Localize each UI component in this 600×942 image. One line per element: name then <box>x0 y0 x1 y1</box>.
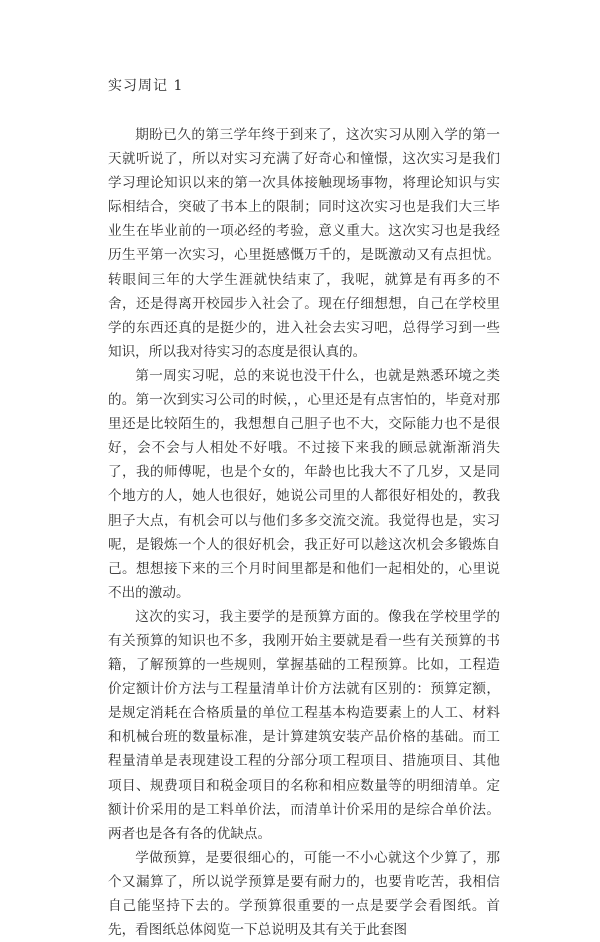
paragraph: 学做预算，是要很细心的，可能一不小心就这个少算了，那个又漏算了，所以说学预算是要有耐力的，也要肯吃苦，我相信自己能坚持下去的。学预算很重要的一点是要学会看图纸。首先，看图纸总体阅览一下总说明及其有关于此套图 <box>108 849 500 939</box>
document-body <box>108 123 500 942</box>
paragraph: 期盼已久的第三学年终于到来了，这次实习从刚入学的第一天就听说了，所以对实习充满了好奇心和憧憬，这次实习是我们学习理论知识以来的第一次具体接触现场事物，将理论知识与实际相结合，突破了书本上的限制；同时这次实习也是我们大三毕业生在毕业前的一项必经的考验，意义重大。这次实习也是我经历生平第一次实习，心里挺感慨万千的，是既激动又有点担忧。转眼间三年的大学生涯就快结束了，我呢，就算是有再多的不舍，还是得离开校园步入社会了。现在仔细想想，自己在学校里学的东西还真的是挺少的，进入社会去实习吧，总得学习到一些知识，所以我对待实习的态度是很认真的。 <box>108 127 500 360</box>
document-title: 实习周记 1 <box>108 78 184 94</box>
paragraph: 第一周实习呢，总的来说也没干什么，也就是熟悉环境之类的。第一次到实习公司的时候，，心里还是有点害怕的，毕竟对那里还是比较陌生的，我想想自己胆子也不大，交际能力也不是很好，会不会与人相处不好哦。不过接下来我的顾忌就渐渐消失了，我的师傅呢，也是个女的，年龄也比我大不了几岁，又是同个地方的人，她人也很好，她说公司里的人都很好相处的，教我胆子大点，有机会可以与他们多多交流交流。我觉得也是，实习呢，是锻炼一个人的很好机会，我正好可以趁这次机会多锻炼自己。想想接下来的三个月时间里都是和他们一起相处的，心里说不出的激动。 <box>108 367 500 601</box>
paragraph: 这次的实习，我主要学的是预算方面的。像我在学校里学的有关预算的知识也不多，我刚开始主要就是看一些有关预算的书籍，了解预算的一些规则，掌握基础的工程预算。比如，工程造价定额计价方法与工程量清单计价方法就有区别的：预算定额，是规定消耗在合格质量的单位工程基本构造要素上的人工、材料和机械台班的数量标准，是计算建筑安装产品价格的基础。而工程量清单是表现建设工程的分部分项工程项目、措施项目、其他项目、规费项目和税金项目的名称和相应数量等的明细清单。定额计价采用的是工料单价法，而清单计价采用的是综合单价法。两者也是各有各的优缺点。 <box>108 608 500 842</box>
